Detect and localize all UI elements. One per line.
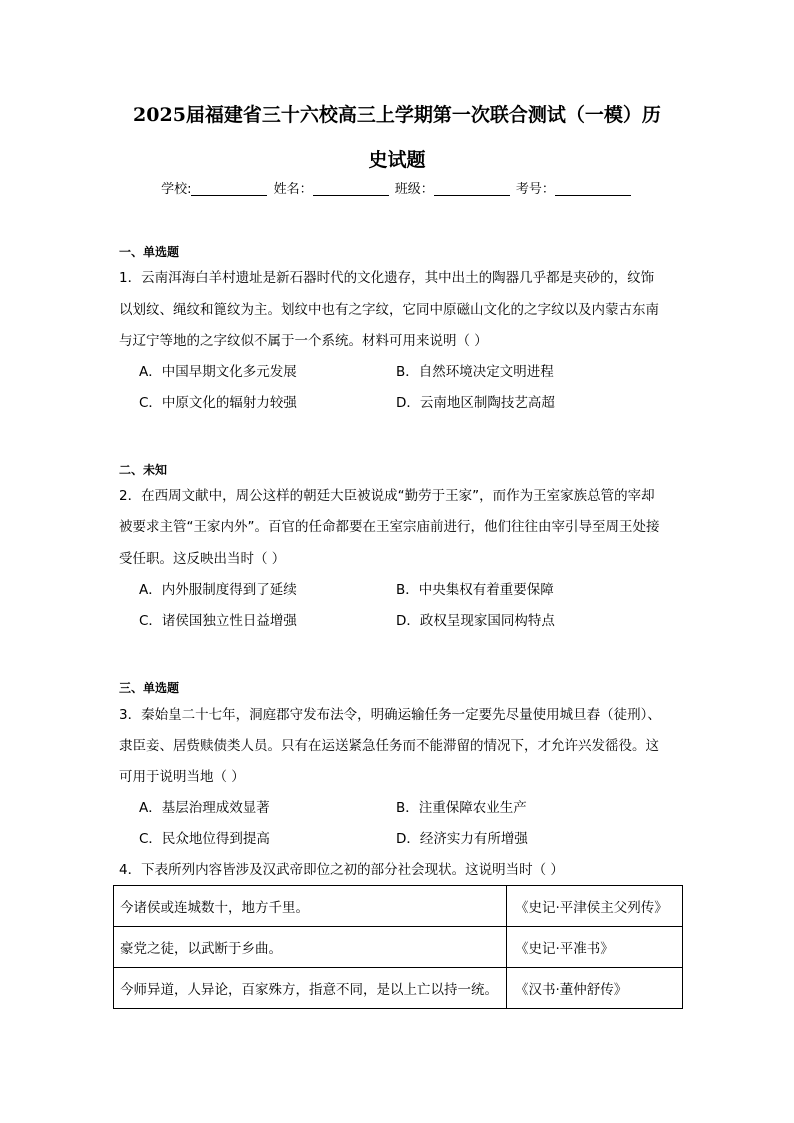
question-1-line-2: 以划纹、绳纹和篦纹为主。划纹中也有之字纹，它同中原磁山文化的之字纹以及内蒙古东南 bbox=[119, 302, 659, 318]
name-label: 姓名： bbox=[273, 182, 313, 197]
question-1-option-a[interactable]: A．中国早期文化多元发展 bbox=[139, 364, 297, 380]
question-3-option-b[interactable]: B．注重保障农业生产 bbox=[396, 800, 527, 816]
question-1-option-c[interactable]: C．中原文化的辐射力较强 bbox=[139, 395, 297, 411]
question-2-option-a[interactable]: A．内外服制度得到了延续 bbox=[139, 582, 297, 598]
class-blank[interactable] bbox=[434, 181, 510, 196]
question-3-option-d[interactable]: D．经济实力有所增强 bbox=[396, 831, 528, 847]
question-2-option-b[interactable]: B．中央集权有着重要保障 bbox=[396, 582, 554, 598]
table-row bbox=[114, 968, 683, 1009]
table-cell-quote: 豪党之徒，以武断于乡曲。 bbox=[114, 927, 507, 968]
exam-no-label: 考号： bbox=[515, 182, 555, 197]
school-blank[interactable] bbox=[191, 181, 267, 196]
section-heading-1: 一、单选题 bbox=[119, 245, 180, 259]
question-1-line-1: 1．云南洱海白羊村遗址是新石器时代的文化遗存，其中出土的陶器几乎都是夹砂的，纹饰 bbox=[119, 270, 655, 286]
table-row bbox=[114, 886, 683, 927]
exam-title-line1: 2025届福建省三十六校高三上学期第一次联合测试（一模）历 bbox=[133, 104, 661, 126]
question-2-option-d[interactable]: D．政权呈现家国同构特点 bbox=[396, 613, 555, 629]
question-2-line-2: 被要求主管“王家内外”。百官的任命都要在王室宗庙前进行，他们往往由宰引导至周王处接 bbox=[119, 519, 660, 535]
question-3-option-c[interactable]: C．民众地位得到提高 bbox=[139, 831, 270, 847]
name-blank[interactable] bbox=[313, 181, 389, 196]
question-3-option-a[interactable]: A．基层治理成效显著 bbox=[139, 800, 270, 816]
question-3-line-2: 隶臣妾、居赀赎债类人员。只有在运送紧急任务而不能滞留的情况下，才允许兴发徭役。这 bbox=[119, 738, 659, 754]
table-cell-source: 《汉书·董仲舒传》 bbox=[507, 968, 683, 1009]
section-heading-2: 二、未知 bbox=[119, 463, 168, 477]
question-1-option-b[interactable]: B．自然环境决定文明进程 bbox=[396, 364, 554, 380]
school-label: 学校: bbox=[161, 182, 192, 197]
question-4-source-table bbox=[113, 885, 683, 1009]
exam-no-blank[interactable] bbox=[555, 181, 631, 196]
table-cell-source: 《史记·平准书》 bbox=[507, 927, 683, 968]
question-3-line-3: 可用于说明当地（ ） bbox=[119, 769, 245, 785]
question-3-line-1: 3．秦始皇二十七年，洞庭郡守发布法令，明确运输任务一定要先尽量使用城旦舂（徒刑）、 bbox=[119, 707, 661, 723]
question-2-option-c[interactable]: C．诸侯国独立性日益增强 bbox=[139, 613, 297, 629]
question-4-line-1: 4．下表所列内容皆涉及汉武帝即位之初的部分社会现状。这说明当时（ ） bbox=[119, 862, 564, 878]
table-cell-quote: 今诸侯或连城数十，地方千里。 bbox=[114, 886, 507, 927]
class-label: 班级： bbox=[394, 182, 434, 197]
table-row bbox=[114, 927, 683, 968]
student-info-line bbox=[0, 181, 794, 199]
question-1-line-3: 与辽宁等地的之字纹似不属于一个系统。材料可用来说明（ ） bbox=[119, 333, 488, 349]
question-1-option-d[interactable]: D．云南地区制陶技艺高超 bbox=[396, 395, 555, 411]
section-heading-3: 三、单选题 bbox=[119, 681, 180, 695]
table-cell-quote: 今师异道，人异论，百家殊方，指意不同，是以上亡以持一统。 bbox=[114, 968, 507, 1009]
exam-title-line2: 史试题 bbox=[368, 149, 426, 171]
table-cell-source: 《史记·平津侯主父列传》 bbox=[507, 886, 683, 927]
question-2-line-3: 受任职。这反映出当时（ ） bbox=[119, 551, 286, 567]
question-2-line-1: 2．在西周文献中，周公这样的朝廷大臣被说成“勤劳于王家”，而作为王室家族总管的宰却 bbox=[119, 488, 655, 504]
